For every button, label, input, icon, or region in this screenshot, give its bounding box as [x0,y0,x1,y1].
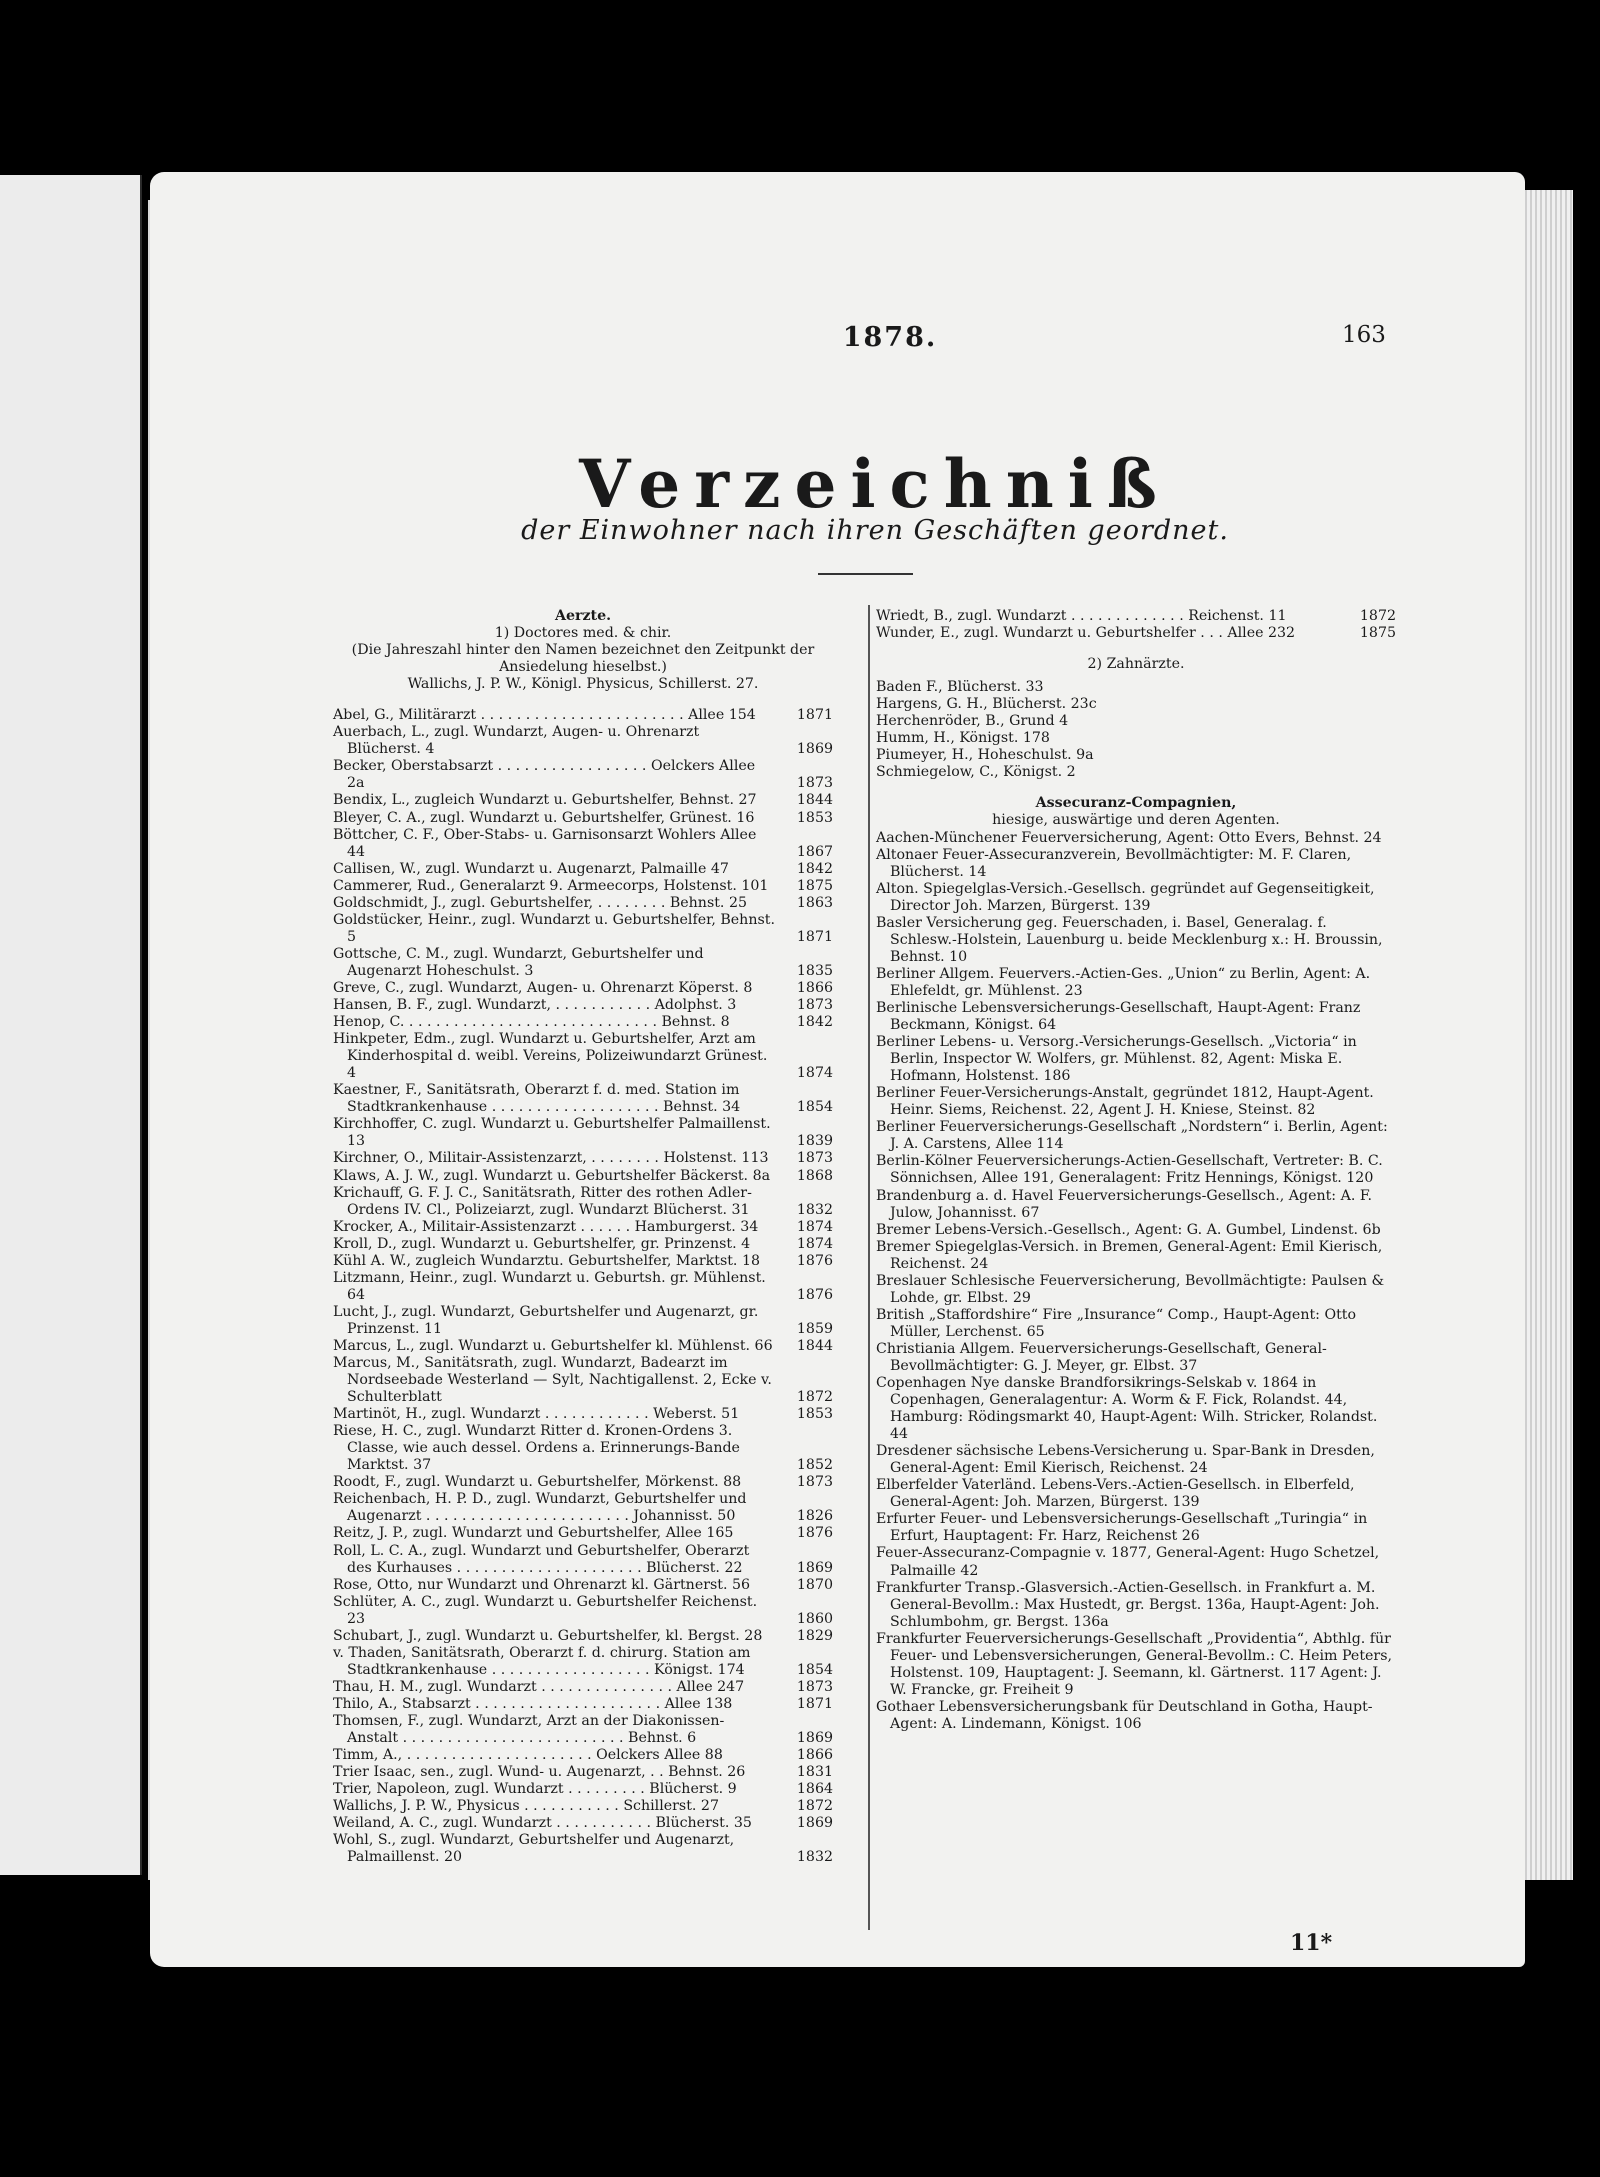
entry-year: 1875 [1359,625,1396,642]
entry-text: Abel, G., Militärarzt . . . . . . . . . . . . . . . . . . . . . . . Allee 154 [333,707,756,724]
page-title: Verzeichniß [579,445,1171,523]
list-entry [333,1577,833,1594]
list-entry [333,1014,833,1031]
entry-year: 1866 [796,979,833,996]
insurance-heading: Assecuranz-Compagnien, [1035,795,1237,812]
entry-text: Rose, Otto, nur Wundarzt und Ohrenarzt kl. Gärtnerst. 56 [333,1576,751,1593]
list-entry: Frankfurter Transp.-Glasversich.-Actien-Gesellsch. in Frankfurt a. M. General-Bevollm.: Max Hustedt, gr. Bergst. 136a, Haupt-Agent: Joh. Schlumbohm, gr. Bergst. 136a [876,1579,1380,1630]
entry-text: Martinöt, H., zugl. Wundarzt . . . . . . . . . . . . Weberst. 51 [333,1406,740,1423]
entry-text: Reichenbach, H. P. D., zugl. Wundarzt, Geburtshelfer und Augenarzt . . . . . . . . . . . . . . . . . . . . . . . Johannisst. 50 [333,1491,747,1525]
list-entry: Bremer Spiegelglas-Versich. in Bremen, General-Agent: Emil Kierisch, Reichenst. 24 [876,1238,1383,1272]
entry-text: Kroll, D., zugl. Wundarzt u. Geburtshelfer, gr. Prinzenst. 4 [333,1235,751,1252]
entry-year: 1844 [796,1337,833,1354]
entry-text: Trier Isaac, sen., zugl. Wund- u. Augenarzt, . . Behnst. 26 [333,1764,746,1781]
list-entry [333,1628,833,1645]
list-entry: Frankfurter Feuerversicherungs-Gesellschaft „Providentia“, Abthlg. für Feuer- und Lebensversicherungen, General-Bevollm.: C. Heim Peters, Holstenst. 109, Hauptagent: J. Seemann, kl. Gärtnerst. 117 Agent: J. W. Francke, gr. Freiheit 9 [876,1630,1392,1698]
entry-year: 1869 [796,741,833,758]
list-entry: Baden F., Blücherst. 33 [876,679,1044,696]
entry-text: Schubart, J., zugl. Wundarzt u. Geburtshelfer, kl. Bergst. 28 [333,1627,763,1644]
entry-year: 1871 [796,928,833,945]
list-entry [333,946,833,980]
entry-year: 1866 [796,1747,833,1764]
list-entry [333,1185,833,1219]
list-entry [333,1696,833,1713]
entry-year: 1873 [796,1474,833,1491]
list-entry [876,608,1396,625]
entry-text: Auerbach, L., zugl. Wundarzt, Augen- u. Ohrenarzt Blücherst. 4 [333,724,700,758]
entry-text: Thau, H. M., zugl. Wundarzt . . . . . . . . . . . . . . . Allee 247 [333,1678,745,1695]
list-entry [333,724,833,758]
entry-year: 1853 [796,809,833,826]
entry-text: Kirchner, O., Militair-Assistenzarzt, . . . . . . . . Holstenst. 113 [333,1150,769,1167]
list-entry: Bremer Lebens-Versich.-Gesellsch., Agent: G. A. Gumbel, Lindenst. 6b [876,1221,1381,1238]
entry-text: Wunder, E., zugl. Wundarzt u. Geburtshelfer . . . Allee 232 [876,625,1296,642]
entry-text: Marcus, M., Sanitätsrath, zugl. Wundarzt, Badearzt im Nordseebade Westerland — Sylt, Nachtigallenst. 2, Ecke v. Schulterblatt [333,1355,772,1406]
entry-text: Kühl A. W., zugleich Wundarztu. Geburtshelfer, Marktst. 18 [333,1252,760,1269]
list-entry [333,997,833,1014]
page-subtitle: der Einwohner nach ihren Geschäften geordnet. [521,515,1229,546]
list-entry: British „Staffordshire“ Fire „Insurance“ Comp., Haupt-Agent: Otto Müller, Lerchenst. 65 [876,1306,1357,1340]
entry-year: 1874 [796,1218,833,1235]
list-entry: Basler Versicherung geg. Feuerschaden, i. Basel, Generalag. f. Schlesw.-Holstein, Lauenburg u. beide Mecklenburg x.: H. Broussin, Behnst. 10 [876,914,1383,965]
list-entry: Erfurter Feuer- und Lebensversicherungs-Gesellschaft „Turingia“ in Erfurt, Hauptagent: Fr. Harz, Reichenst 26 [876,1511,1368,1545]
entry-text: Gottsche, C. M., zugl. Wundarzt, Geburtshelfer und Augenarzt Hoheschulst. 3 [333,945,704,979]
entry-text: Hinkpeter, Edm., zugl. Wundarzt u. Geburtshelfer, Arzt am Kinderhospital d. weibl. Vereins, Polizeiwundarzt Grünest. 4 [333,1031,768,1082]
entry-text: Litzmann, Heinr., zugl. Wundarzt u. Geburtsh. gr. Mühlenst. 64 [333,1269,766,1303]
entry-text: Becker, Oberstabsarzt . . . . . . . . . . . . . . . . . Oelckers Allee 2a [333,758,756,792]
list-entry: Breslauer Schlesische Feuerversicherung, Bevollmächtigte: Paulsen & Lohde, gr. Elbst. 29 [876,1272,1385,1306]
signature-mark: 11* [1290,1930,1333,1956]
physicus-line: Wallichs, J. P. W., Königl. Physicus, Schillerst. 27. [407,676,759,693]
entry-year: 1831 [796,1764,833,1781]
spacer [333,693,833,707]
list-entry [333,1491,833,1525]
list-entry [333,1338,833,1355]
list-entry: Gothaer Lebensversicherungsbank für Deutschland in Gotha, Haupt-Agent: A. Lindemann, Königst. 106 [876,1698,1373,1732]
right-column [876,608,1396,1733]
list-entry [333,1355,833,1406]
entry-text: Kaestner, F., Sanitätsrath, Oberarzt f. d. med. Station im Stadtkrankenhause . . . . . . . . . . . . . . . . . . . Behnst. 34 [333,1082,741,1116]
list-entry [333,912,833,946]
entry-text: Trier, Napoleon, zugl. Wundarzt . . . . . . . . . Blücherst. 9 [333,1781,737,1798]
list-entry [333,1798,833,1815]
entry-year: 1873 [796,997,833,1014]
entry-text: Timm, A., . . . . . . . . . . . . . . . . . . . . . Oelckers Allee 88 [333,1747,723,1764]
entry-year: 1853 [796,1406,833,1423]
list-entry [333,1116,833,1150]
entry-year: 1874 [796,1065,833,1082]
entry-text: Cammerer, Rud., Generalarzt 9. Armeecorps, Holstenst. 101 [333,877,769,894]
list-entry [333,1525,833,1542]
entry-text: Roodt, F., zugl. Wundarzt u. Geburtshelfer, Mörkenst. 88 [333,1474,742,1491]
list-entry [333,1781,833,1798]
entry-year: 1871 [796,707,833,724]
list-entry: Berliner Feuer-Versicherungs-Anstalt, gegründet 1812, Haupt-Agent. Heinr. Siems, Reichenst. 22, Agent J. H. Kniese, Steinst. 82 [876,1085,1374,1119]
entry-year: 1871 [796,1695,833,1712]
entry-year: 1873 [796,1150,833,1167]
list-entry [333,758,833,792]
list-entry [333,1645,833,1679]
list-entry: Elberfelder Vaterländ. Lebens-Vers.-Actien-Gesellsch. in Elberfeld, General-Agent: Joh. Marzen, Bürgerst. 139 [876,1477,1355,1511]
entry-year: 1873 [796,1678,833,1695]
entry-year: 1876 [796,1286,833,1303]
list-entry [333,1082,833,1116]
entry-text: Krocker, A., Militair-Assistenzarzt . . . . . . Hamburgerst. 34 [333,1218,759,1235]
entry-text: Wriedt, B., zugl. Wundarzt . . . . . . . . . . . . . Reichenst. 11 [876,608,1287,624]
entry-text: Greve, C., zugl. Wundarzt, Augen- u. Ohrenarzt Köperst. 8 [333,979,753,996]
entry-text: Wallichs, J. P. W., Physicus . . . . . . . . . . . Schillerst. 27 [333,1798,719,1815]
list-entry [333,1713,833,1747]
entry-year: 1876 [796,1525,833,1542]
list-entry [333,878,833,895]
entry-year: 1872 [796,1798,833,1815]
list-entry: Humm, H., Königst. 178 [876,730,1050,747]
facing-page-edge [0,175,142,1875]
entry-year: 1863 [796,894,833,911]
list-entry [333,1423,833,1474]
entry-text: Roll, L. C. A., zugl. Wundarzt und Geburtshelfer, Oberarzt des Kurhauses . . . . . . . . . . . . . . . . . . . . . Blücherst. 22 [333,1542,750,1576]
list-entry [333,895,833,912]
entry-year: 1864 [796,1781,833,1798]
doctor-list [333,707,833,1866]
entry-text: Henop, C. . . . . . . . . . . . . . . . . . . . . . . . . . . . . Behnst. 8 [333,1014,730,1031]
page-stack-edge [1525,190,1573,1880]
insurance-list [876,830,1396,1733]
entry-text: Marcus, L., zugl. Wundarzt u. Geburtshelfer kl. Mühlenst. 66 [333,1337,773,1354]
list-entry [333,1474,833,1491]
entry-text: Goldschmidt, J., zugl. Geburtshelfer, . . . . . . . . Behnst. 25 [333,894,747,911]
entry-year: 1869 [796,1559,833,1576]
entry-text: v. Thaden, Sanitätsrath, Oberarzt f. d. chirurg. Station am Stadtkrankenhause . . . . . . . . . . . . . . . . . . Königst. 174 [333,1644,751,1678]
list-entry: Hargens, G. H., Blücherst. 23c [876,696,1097,713]
list-entry [333,810,833,827]
list-entry [333,1747,833,1764]
list-entry [876,625,1396,642]
list-entry [333,1543,833,1577]
list-entry [333,1594,833,1628]
doctor-list-continued [876,608,1396,642]
left-column [333,608,833,1866]
entry-text: Weiland, A. C., zugl. Wundarzt . . . . . . . . . . . Blücherst. 35 [333,1815,752,1832]
section-title-aerzte: Aerzte. [554,608,612,624]
entry-text: Reitz, J. P., zugl. Wundarzt und Geburtshelfer, Allee 165 [333,1525,734,1542]
entry-text: Riese, H. C., zugl. Wundarzt Ritter d. Kronen-Ordens 3. Classe, wie auch dessel. Ordens a. Erinnerungs-Bande Marktst. 37 [333,1423,740,1474]
list-entry: Berlin-Kölner Feuerversicherungs-Actien-Gesellschaft, Vertreter: B. C. Sönnichsen, Allee 191, Generalagent: Fritz Hennings, Königst. 120 [876,1153,1383,1187]
entry-year: 1842 [796,1014,833,1031]
entry-text: Bendix, L., zugleich Wundarzt u. Geburtshelfer, Behnst. 27 [333,792,757,809]
entry-year: 1842 [796,860,833,877]
spacer [876,781,1396,795]
entry-text: Bleyer, C. A., zugl. Wundarzt u. Geburtshelfer, Grünest. 16 [333,809,755,826]
list-entry [333,1270,833,1304]
entry-year: 1868 [796,1167,833,1184]
list-entry [333,1150,833,1167]
subsection-doctores: 1) Doctores med. & chir. [494,625,672,642]
entry-year: 1832 [796,1849,833,1866]
entry-year: 1859 [796,1320,833,1337]
list-entry: Berliner Allgem. Feuervers.-Actien-Ges. „Union“ zu Berlin, Agent: A. Ehlefeldt, gr. Mühlenst. 23 [876,965,1371,999]
insurance-subheading: hiesige, auswärtige und deren Agenten. [992,812,1280,829]
list-entry [333,1815,833,1832]
list-entry: Berlinische Lebensversicherungs-Gesellschaft, Haupt-Agent: Franz Beckmann, Königst. 64 [876,999,1361,1034]
entry-text: Kirchhoffer, C. zugl. Wundarzt u. Geburtshelfer Palmaillenst. 13 [333,1116,771,1150]
entry-year: 1874 [796,1235,833,1252]
entry-year: 1829 [796,1627,833,1644]
entry-text: Lucht, J., zugl. Wundarzt, Geburtshelfer und Augenarzt, gr. Prinzenst. 11 [333,1303,759,1337]
entry-text: Callisen, W., zugl. Wundarzt u. Augenarzt, Palmaille 47 [333,860,729,877]
list-entry: Christiania Allgem. Feuerversicherungs-Gesellschaft, General-Bevollmächtigter: G. J. Meyer, gr. Elbst. 37 [876,1340,1327,1374]
list-entry [333,1832,833,1866]
title-rule [818,573,913,575]
entry-text: Hansen, B. F., zugl. Wundarzt, . . . . . . . . . . . Adolphst. 3 [333,997,737,1014]
list-entry [333,1406,833,1423]
entry-text: Krichauff, G. F. J. C., Sanitätsrath, Ritter des rothen Adler-Ordens IV. Cl., Polizeiarzt, zugl. Wundarzt Blücherst. 31 [333,1184,752,1218]
list-entry [333,980,833,997]
list-entry: Piumeyer, H., Hoheschulst. 9a [876,747,1094,764]
entry-text: Thilo, A., Stabsarzt . . . . . . . . . . . . . . . . . . . . . Allee 138 [333,1695,733,1712]
list-entry: Berliner Lebens- u. Versorg.-Versicherungs-Gesellsch. „Victoria“ in Berlin, Inspector W. Wolfers, gr. Mühlenst. 82, Agent: Miska E. Hofmann, Holstenst. 186 [876,1034,1357,1085]
list-entry [333,1679,833,1696]
list-entry [333,1031,833,1082]
list-entry: Aachen-Münchener Feuerversicherung, Agent: Otto Evers, Behnst. 24 [876,829,1382,846]
list-entry [333,707,833,724]
column-divider [868,605,870,1930]
dentist-list [876,679,1396,781]
entry-year: 1835 [796,962,833,979]
entry-text: Böttcher, C. F., Ober-Stabs- u. Garnisonsarzt Wohlers Allee 44 [333,826,757,860]
list-entry: Herchenröder, B., Grund 4 [876,713,1069,730]
list-entry: Copenhagen Nye danske Brandforsikrings-Selskab v. 1864 in Copenhagen, Generalagentur: A. Worm & F. Fick, Rolandst. 44, Hamburg: Rödingsmarkt 40, Haupt-Agent: Wilh. Stricker, Rolandst. 44 [876,1375,1378,1443]
list-entry: Alton. Spiegelglas-Versich.-Gesellsch. gegründet auf Gegenseitigkeit, Director Joh. Marzen, Bürgerst. 139 [876,880,1375,914]
entry-text: Goldstücker, Heinr., zugl. Wundarzt u. Geburtshelfer, Behnst. 5 [333,911,775,945]
list-entry: Schmiegelow, C., Königst. 2 [876,764,1076,781]
list-entry [333,1764,833,1781]
list-entry: Feuer-Assecuranz-Compagnie v. 1877, General-Agent: Hugo Schetzel, Palmaille 42 [876,1545,1380,1579]
list-entry [333,827,833,861]
spacer [876,642,1396,656]
entry-year: 1839 [796,1133,833,1150]
dentists-heading: 2) Zahnärzte. [1087,656,1185,673]
entry-year: 1876 [796,1252,833,1269]
entry-year: 1854 [796,1661,833,1678]
entry-year: 1870 [796,1576,833,1593]
entry-text: Thomsen, F., zugl. Wundarzt, Arzt an der Diakonissen-Anstalt . . . . . . . . . . . . . . . . . . . . . . . . . Behnst. 6 [333,1713,725,1747]
list-entry: Berliner Feuerversicherungs-Gesellschaft „Nordstern“ i. Berlin, Agent: J. A. Carstens, Allee 114 [876,1119,1388,1153]
entry-year: 1826 [796,1508,833,1525]
entry-year: 1875 [796,877,833,894]
entry-year: 1869 [796,1730,833,1747]
list-entry: Brandenburg a. d. Havel Feuerversicherungs-Gesellsch., Agent: A. F. Julow, Johannisst. 67 [876,1187,1372,1221]
entry-text: Wohl, S., zugl. Wundarzt, Geburtshelfer und Augenarzt, Palmaillenst. 20 [333,1832,735,1866]
list-entry [333,1236,833,1253]
list-entry [333,1168,833,1185]
entry-year: 1860 [796,1610,833,1627]
entry-year: 1869 [796,1815,833,1832]
entry-year: 1873 [796,775,833,792]
entry-year: 1872 [796,1389,833,1406]
entry-year: 1852 [796,1457,833,1474]
list-entry: Altonaer Feuer-Assecuranzverein, Bevollmächtigter: M. F. Claren, Blücherst. 14 [876,846,1352,880]
list-entry: Dresdener sächsische Lebens-Versicherung u. Spar-Bank in Dresden, General-Agent: Emil Kierisch, Reichenst. 24 [876,1443,1375,1477]
entry-year: 1867 [796,843,833,860]
list-entry [333,861,833,878]
list-entry [333,1304,833,1338]
entry-year: 1832 [796,1201,833,1218]
list-entry [333,1253,833,1270]
entry-text: Klaws, A. J. W., zugl. Wundarzt u. Geburtshelfer Bäckerst. 8a [333,1167,771,1184]
list-entry [333,1219,833,1236]
list-entry [333,792,833,809]
entry-year: 1854 [796,1099,833,1116]
entry-year: 1872 [1359,608,1396,624]
entry-year: 1844 [796,792,833,809]
running-head-year: 1878. [842,322,938,353]
year-note: (Die Jahreszahl hinter den Namen bezeichnet den Zeitpunkt der Ansiedelung hieselbst.) [351,642,815,676]
entry-text: Schlüter, A. C., zugl. Wundarzt u. Geburtshelfer Reichenst. 23 [333,1593,758,1627]
page-number: 163 [1342,322,1386,348]
